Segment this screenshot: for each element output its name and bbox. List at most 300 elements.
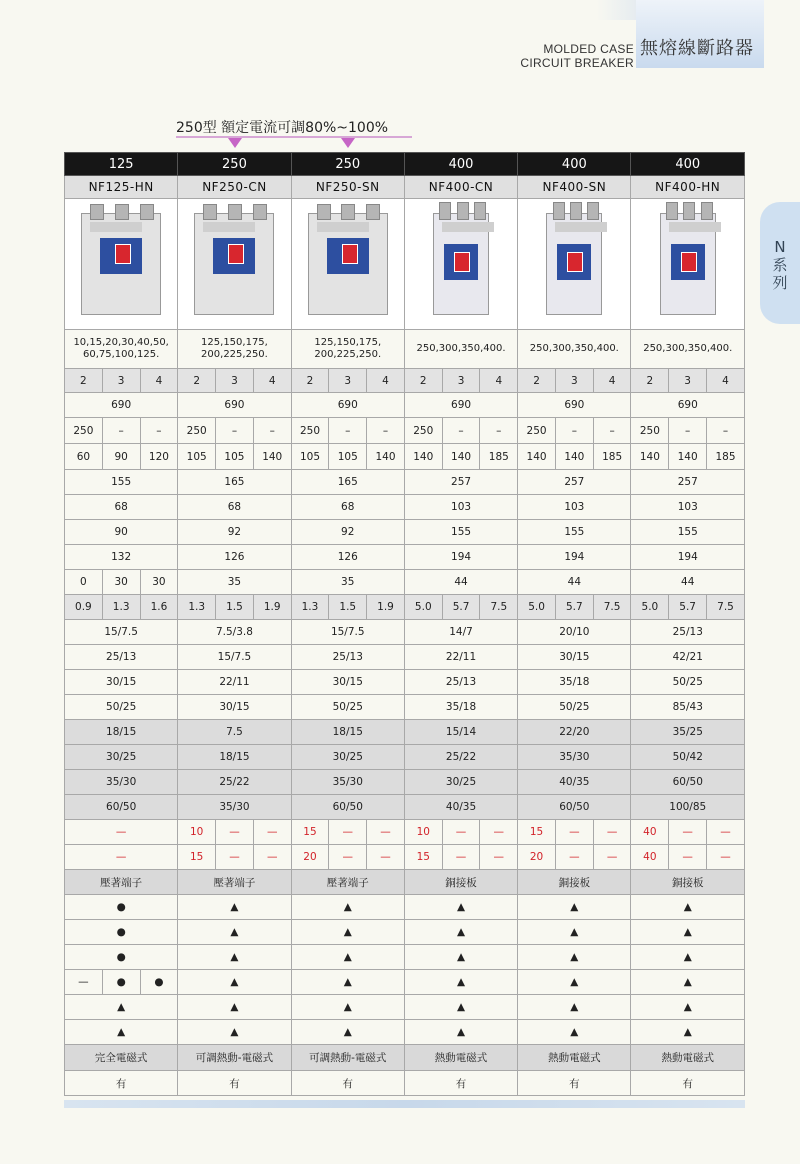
red-dash: — bbox=[442, 845, 480, 870]
breaking-capacity: 60/50 bbox=[518, 795, 631, 820]
width-value: 140 bbox=[631, 444, 669, 470]
triangle-icon: ▲ bbox=[518, 945, 631, 970]
pole-count: 3 bbox=[442, 369, 480, 393]
note-underline bbox=[176, 136, 412, 138]
red-value: 15 bbox=[291, 820, 329, 845]
dimension-value: 155 bbox=[631, 520, 745, 545]
dimension-value: 257 bbox=[518, 470, 631, 495]
breaking-capacity: 7.5/3.8 bbox=[178, 620, 291, 645]
triangle-icon: ▲ bbox=[178, 1020, 291, 1045]
breaker-product-image bbox=[81, 213, 161, 315]
pole-count: 3 bbox=[329, 369, 367, 393]
breaking-capacity: 50/25 bbox=[65, 695, 178, 720]
breaking-capacity: 30/15 bbox=[291, 670, 404, 695]
triangle-icon: ▲ bbox=[404, 920, 517, 945]
width-value: 105 bbox=[178, 444, 216, 470]
table-row bbox=[65, 1071, 745, 1096]
dimension-value: 0 bbox=[65, 570, 103, 595]
triangle-icon: ▲ bbox=[404, 995, 517, 1020]
dash: – bbox=[555, 418, 593, 444]
triangle-icon: ▲ bbox=[518, 995, 631, 1020]
dimension-value: 194 bbox=[518, 545, 631, 570]
adjustable-current-note: 250型 額定電流可調80%~100% bbox=[176, 120, 389, 136]
weight-value: 1.5 bbox=[329, 595, 367, 620]
breaker-product-image bbox=[194, 213, 274, 315]
table-row bbox=[65, 418, 745, 444]
triangle-icon: ▲ bbox=[518, 895, 631, 920]
dash: – bbox=[102, 418, 140, 444]
dc-voltage: 250 bbox=[404, 418, 442, 444]
pole-count: 4 bbox=[707, 369, 745, 393]
breaking-capacity: 35/18 bbox=[518, 670, 631, 695]
breaking-capacity: 35/18 bbox=[404, 695, 517, 720]
breaking-capacity: 15/7.5 bbox=[291, 620, 404, 645]
table-row bbox=[65, 795, 745, 820]
width-value: 90 bbox=[102, 444, 140, 470]
triangle-icon: ▲ bbox=[291, 895, 404, 920]
dimension-value: 257 bbox=[404, 470, 517, 495]
dimension-value: 126 bbox=[178, 545, 291, 570]
triangle-icon: ▲ bbox=[631, 945, 745, 970]
table-row bbox=[65, 520, 745, 545]
breaking-capacity: 14/7 bbox=[404, 620, 517, 645]
dash: – bbox=[707, 418, 745, 444]
table-row bbox=[65, 153, 745, 176]
breaking-capacity: 60/50 bbox=[631, 770, 745, 795]
dc-voltage: 250 bbox=[518, 418, 556, 444]
header-en-line1: MOLDED CASE bbox=[543, 42, 634, 56]
width-value: 60 bbox=[65, 444, 103, 470]
triangle-icon: ▲ bbox=[291, 920, 404, 945]
dimension-value: 44 bbox=[404, 570, 517, 595]
width-value: 140 bbox=[367, 444, 405, 470]
triangle-icon: ▲ bbox=[291, 995, 404, 1020]
dimension-value: 44 bbox=[518, 570, 631, 595]
series-side-tab bbox=[760, 202, 800, 324]
breaking-capacity: 35/30 bbox=[178, 795, 291, 820]
weight-value: 7.5 bbox=[480, 595, 518, 620]
rated-voltage: 690 bbox=[65, 393, 178, 418]
rated-voltage: 690 bbox=[404, 393, 517, 418]
dimension-value: 165 bbox=[291, 470, 404, 495]
dimension-value: 103 bbox=[404, 495, 517, 520]
side-tab-line1: N bbox=[774, 238, 786, 256]
triangle-icon: ▲ bbox=[178, 895, 291, 920]
triangle-icon: ▲ bbox=[178, 995, 291, 1020]
breaking-capacity: 18/15 bbox=[65, 720, 178, 745]
red-value: 15 bbox=[518, 820, 556, 845]
width-value: 140 bbox=[518, 444, 556, 470]
red-dash: — bbox=[593, 845, 631, 870]
header-chinese-title: 無熔線斷路器 bbox=[640, 38, 754, 59]
width-value: 140 bbox=[669, 444, 707, 470]
weight-value: 1.5 bbox=[216, 595, 254, 620]
triangle-icon: ▲ bbox=[291, 1020, 404, 1045]
width-value: 140 bbox=[442, 444, 480, 470]
table-row bbox=[65, 570, 745, 595]
dot-icon: ● bbox=[140, 970, 178, 995]
red-dash: — bbox=[367, 820, 405, 845]
breaker-image bbox=[518, 199, 631, 330]
rated-current-range: 125,150,175, 200,225,250. bbox=[291, 330, 404, 369]
breaker-image bbox=[631, 199, 745, 330]
red-dash: — bbox=[555, 845, 593, 870]
table-row bbox=[65, 620, 745, 645]
red-dash: — bbox=[216, 845, 254, 870]
triangle-icon: ▲ bbox=[65, 995, 178, 1020]
dimension-value: 126 bbox=[291, 545, 404, 570]
terminal-type: 銅接板 bbox=[518, 870, 631, 895]
triangle-icon: ▲ bbox=[631, 970, 745, 995]
triangle-icon: ▲ bbox=[518, 970, 631, 995]
breaker-product-image bbox=[546, 213, 602, 315]
availability: 有 bbox=[65, 1071, 178, 1096]
pole-count: 4 bbox=[593, 369, 631, 393]
dimension-value: 155 bbox=[404, 520, 517, 545]
dimension-value: 103 bbox=[518, 495, 631, 520]
dash: – bbox=[216, 418, 254, 444]
table-row bbox=[65, 645, 745, 670]
triangle-icon: ▲ bbox=[631, 1020, 745, 1045]
breaking-capacity: 22/11 bbox=[404, 645, 517, 670]
width-value: 140 bbox=[555, 444, 593, 470]
rated-voltage: 690 bbox=[631, 393, 745, 418]
availability: 有 bbox=[291, 1071, 404, 1096]
frame-amp-header: 400 bbox=[518, 153, 631, 176]
breaking-capacity: 30/25 bbox=[65, 745, 178, 770]
breaking-capacity: 25/13 bbox=[404, 670, 517, 695]
table-row bbox=[65, 176, 745, 199]
dimension-value: 68 bbox=[291, 495, 404, 520]
breaking-capacity: 35/30 bbox=[291, 770, 404, 795]
breaker-image bbox=[291, 199, 404, 330]
table-row bbox=[65, 970, 745, 995]
dimension-value: 35 bbox=[291, 570, 404, 595]
red-value: 20 bbox=[291, 845, 329, 870]
breaking-capacity: 40/35 bbox=[404, 795, 517, 820]
red-dash: — bbox=[216, 820, 254, 845]
width-value: 105 bbox=[329, 444, 367, 470]
weight-value: 1.9 bbox=[253, 595, 291, 620]
dimension-value: 257 bbox=[631, 470, 745, 495]
dimension-value: 165 bbox=[178, 470, 291, 495]
triangle-icon: ▲ bbox=[291, 970, 404, 995]
weight-value: 0.9 bbox=[65, 595, 103, 620]
dimension-value: 132 bbox=[65, 545, 178, 570]
red-dash: — bbox=[593, 820, 631, 845]
breaking-capacity: 15/7.5 bbox=[178, 645, 291, 670]
trip-type: 可調熱動-電磁式 bbox=[178, 1045, 291, 1071]
rated-current-range: 10,15,20,30,40,50, 60,75,100,125. bbox=[65, 330, 178, 369]
breaking-capacity: 22/20 bbox=[518, 720, 631, 745]
table-row bbox=[65, 444, 745, 470]
terminal-type: 銅接板 bbox=[631, 870, 745, 895]
breaking-capacity: 22/11 bbox=[178, 670, 291, 695]
pole-count: 2 bbox=[178, 369, 216, 393]
breaker-product-image bbox=[308, 213, 388, 315]
breaking-capacity: 7.5 bbox=[178, 720, 291, 745]
table-row bbox=[65, 199, 745, 330]
dot-icon: ● bbox=[102, 970, 140, 995]
breaking-capacity: 25/22 bbox=[404, 745, 517, 770]
breaking-capacity: 35/30 bbox=[518, 745, 631, 770]
model-name-header: NF250-SN bbox=[291, 176, 404, 199]
table-row bbox=[65, 845, 745, 870]
weight-value: 5.0 bbox=[631, 595, 669, 620]
dot-icon: ● bbox=[65, 920, 178, 945]
table-row bbox=[65, 470, 745, 495]
model-name-header: NF400-CN bbox=[404, 176, 517, 199]
red-dash: — bbox=[669, 820, 707, 845]
table-row bbox=[65, 720, 745, 745]
availability: 有 bbox=[631, 1071, 745, 1096]
weight-value: 5.7 bbox=[442, 595, 480, 620]
weight-value: 1.6 bbox=[140, 595, 178, 620]
breaker-image bbox=[178, 199, 291, 330]
breaking-capacity: 30/15 bbox=[65, 670, 178, 695]
triangle-icon: ▲ bbox=[631, 920, 745, 945]
dash: – bbox=[367, 418, 405, 444]
width-value: 185 bbox=[480, 444, 518, 470]
breaking-capacity: 18/15 bbox=[178, 745, 291, 770]
pole-count: 4 bbox=[367, 369, 405, 393]
weight-value: 1.3 bbox=[102, 595, 140, 620]
breaker-image bbox=[404, 199, 517, 330]
triangle-icon: ▲ bbox=[518, 920, 631, 945]
side-tab-text bbox=[760, 238, 800, 292]
red-dash: — bbox=[329, 820, 367, 845]
triangle-icon: ▲ bbox=[404, 895, 517, 920]
table-row bbox=[65, 820, 745, 845]
breaking-capacity: 50/25 bbox=[291, 695, 404, 720]
trip-type: 可調熱動-電磁式 bbox=[291, 1045, 404, 1071]
dimension-value: 92 bbox=[178, 520, 291, 545]
model-name-header: NF250-CN bbox=[178, 176, 291, 199]
dimension-value: 194 bbox=[404, 545, 517, 570]
terminal-type: 壓著端子 bbox=[291, 870, 404, 895]
table-row bbox=[65, 1045, 745, 1071]
table-row bbox=[65, 745, 745, 770]
trip-type: 熱動電磁式 bbox=[404, 1045, 517, 1071]
breaking-capacity: 60/50 bbox=[291, 795, 404, 820]
dimension-value: 103 bbox=[631, 495, 745, 520]
table-row bbox=[65, 895, 745, 920]
weight-value: 7.5 bbox=[707, 595, 745, 620]
bottom-decorative-bar bbox=[64, 1100, 745, 1108]
dash: – bbox=[253, 418, 291, 444]
pole-count: 4 bbox=[480, 369, 518, 393]
breaking-capacity: 60/50 bbox=[65, 795, 178, 820]
pole-count: 2 bbox=[291, 369, 329, 393]
triangle-icon: ▲ bbox=[65, 1020, 178, 1045]
breaking-capacity: 30/15 bbox=[518, 645, 631, 670]
terminal-type: 壓著端子 bbox=[178, 870, 291, 895]
breaking-capacity: 50/25 bbox=[518, 695, 631, 720]
dash: – bbox=[480, 418, 518, 444]
table-row bbox=[65, 945, 745, 970]
red-dash: — bbox=[669, 845, 707, 870]
model-name-header: NF125-HN bbox=[65, 176, 178, 199]
header-en-line2: CIRCUIT BREAKER bbox=[520, 56, 634, 70]
red-dash: — bbox=[253, 845, 291, 870]
model-name-header: NF400-HN bbox=[631, 176, 745, 199]
table-row bbox=[65, 545, 745, 570]
dimension-value: 68 bbox=[65, 495, 178, 520]
rated-current-range: 250,300,350,400. bbox=[518, 330, 631, 369]
width-value: 105 bbox=[291, 444, 329, 470]
dimension-value: 30 bbox=[102, 570, 140, 595]
red-value: 10 bbox=[178, 820, 216, 845]
breaking-capacity: 25/13 bbox=[65, 645, 178, 670]
table-row bbox=[65, 595, 745, 620]
table-row bbox=[65, 695, 745, 720]
red-dash: — bbox=[480, 845, 518, 870]
triangle-icon: ▲ bbox=[178, 945, 291, 970]
dash: – bbox=[593, 418, 631, 444]
triangle-icon: ▲ bbox=[178, 970, 291, 995]
red-value: 40 bbox=[631, 845, 669, 870]
model-name-header: NF400-SN bbox=[518, 176, 631, 199]
terminal-type: 銅接板 bbox=[404, 870, 517, 895]
breaking-capacity: 18/15 bbox=[291, 720, 404, 745]
weight-value: 1.3 bbox=[178, 595, 216, 620]
dimension-value: 30 bbox=[140, 570, 178, 595]
dimension-value: 44 bbox=[631, 570, 745, 595]
breaking-capacity: 25/13 bbox=[631, 620, 745, 645]
dc-voltage: 250 bbox=[178, 418, 216, 444]
red-dash: — bbox=[253, 820, 291, 845]
pole-count: 3 bbox=[669, 369, 707, 393]
table-row bbox=[65, 920, 745, 945]
breaking-capacity: 50/42 bbox=[631, 745, 745, 770]
breaker-product-image bbox=[433, 213, 489, 315]
dash: – bbox=[140, 418, 178, 444]
red-dash: — bbox=[480, 820, 518, 845]
triangle-icon: ▲ bbox=[631, 995, 745, 1020]
red-dash: — bbox=[555, 820, 593, 845]
dash: – bbox=[329, 418, 367, 444]
breaker-image bbox=[65, 199, 178, 330]
breaking-capacity: 50/25 bbox=[631, 670, 745, 695]
breaking-capacity: 25/13 bbox=[291, 645, 404, 670]
width-value: 140 bbox=[404, 444, 442, 470]
availability: 有 bbox=[178, 1071, 291, 1096]
triangle-icon: ▲ bbox=[291, 945, 404, 970]
dash: – bbox=[669, 418, 707, 444]
table-row bbox=[65, 393, 745, 418]
table-row bbox=[65, 870, 745, 895]
breaking-capacity: 15/7.5 bbox=[65, 620, 178, 645]
pole-count: 2 bbox=[631, 369, 669, 393]
pole-count: 2 bbox=[65, 369, 103, 393]
availability: 有 bbox=[404, 1071, 517, 1096]
table-row bbox=[65, 995, 745, 1020]
breaking-capacity: 25/22 bbox=[178, 770, 291, 795]
weight-value: 5.0 bbox=[404, 595, 442, 620]
frame-amp-header: 400 bbox=[404, 153, 517, 176]
red-value: 15 bbox=[178, 845, 216, 870]
breaking-capacity: 20/10 bbox=[518, 620, 631, 645]
breaking-capacity: 30/15 bbox=[178, 695, 291, 720]
pole-count: 4 bbox=[140, 369, 178, 393]
triangle-icon: ▲ bbox=[178, 920, 291, 945]
triangle-icon: ▲ bbox=[631, 895, 745, 920]
trip-type: 完全電磁式 bbox=[65, 1045, 178, 1071]
red-dash: — bbox=[707, 845, 745, 870]
dimension-value: 155 bbox=[518, 520, 631, 545]
dot-icon: ● bbox=[65, 895, 178, 920]
table-row bbox=[65, 330, 745, 369]
red-dash: — bbox=[442, 820, 480, 845]
rated-current-range: 250,300,350,400. bbox=[404, 330, 517, 369]
pole-count: 3 bbox=[216, 369, 254, 393]
triangle-icon: ▲ bbox=[404, 970, 517, 995]
width-value: 185 bbox=[707, 444, 745, 470]
dimension-value: 90 bbox=[65, 520, 178, 545]
dash: – bbox=[442, 418, 480, 444]
weight-value: 5.7 bbox=[555, 595, 593, 620]
breaking-capacity: 40/35 bbox=[518, 770, 631, 795]
weight-value: 5.0 bbox=[518, 595, 556, 620]
red-value: 40 bbox=[631, 820, 669, 845]
dimension-value: 155 bbox=[65, 470, 178, 495]
red-value: 20 bbox=[518, 845, 556, 870]
width-value: 105 bbox=[216, 444, 254, 470]
table-row bbox=[65, 670, 745, 695]
dimension-value: 68 bbox=[178, 495, 291, 520]
table-row bbox=[65, 495, 745, 520]
breaking-capacity: 85/43 bbox=[631, 695, 745, 720]
breaker-spec-table bbox=[64, 152, 745, 1096]
weight-value: 1.9 bbox=[367, 595, 405, 620]
rated-voltage: 690 bbox=[178, 393, 291, 418]
dc-voltage: 250 bbox=[631, 418, 669, 444]
frame-amp-header: 250 bbox=[291, 153, 404, 176]
breaker-product-image bbox=[660, 213, 716, 315]
pole-count: 3 bbox=[555, 369, 593, 393]
rated-current-range: 125,150,175, 200,225,250. bbox=[178, 330, 291, 369]
side-tab-line3: 列 bbox=[772, 274, 788, 292]
red-dash: — bbox=[65, 820, 178, 845]
dash: — bbox=[65, 970, 103, 995]
weight-value: 1.3 bbox=[291, 595, 329, 620]
dc-voltage: 250 bbox=[291, 418, 329, 444]
trip-type: 熱動電磁式 bbox=[518, 1045, 631, 1071]
dimension-value: 92 bbox=[291, 520, 404, 545]
red-dash: — bbox=[367, 845, 405, 870]
rated-voltage: 690 bbox=[518, 393, 631, 418]
breaking-capacity: 30/25 bbox=[291, 745, 404, 770]
red-value: 10 bbox=[404, 820, 442, 845]
breaking-capacity: 15/14 bbox=[404, 720, 517, 745]
breaking-capacity: 35/25 bbox=[631, 720, 745, 745]
weight-value: 7.5 bbox=[593, 595, 631, 620]
dc-voltage: 250 bbox=[65, 418, 103, 444]
width-value: 140 bbox=[253, 444, 291, 470]
note-arrow-icon bbox=[228, 138, 242, 148]
red-dash: — bbox=[329, 845, 367, 870]
dot-icon: ● bbox=[65, 945, 178, 970]
red-dash: — bbox=[707, 820, 745, 845]
weight-value: 5.7 bbox=[669, 595, 707, 620]
pole-count: 2 bbox=[404, 369, 442, 393]
breaking-capacity: 100/85 bbox=[631, 795, 745, 820]
red-value: 15 bbox=[404, 845, 442, 870]
frame-amp-header: 250 bbox=[178, 153, 291, 176]
triangle-icon: ▲ bbox=[404, 945, 517, 970]
availability: 有 bbox=[518, 1071, 631, 1096]
pole-count: 2 bbox=[518, 369, 556, 393]
